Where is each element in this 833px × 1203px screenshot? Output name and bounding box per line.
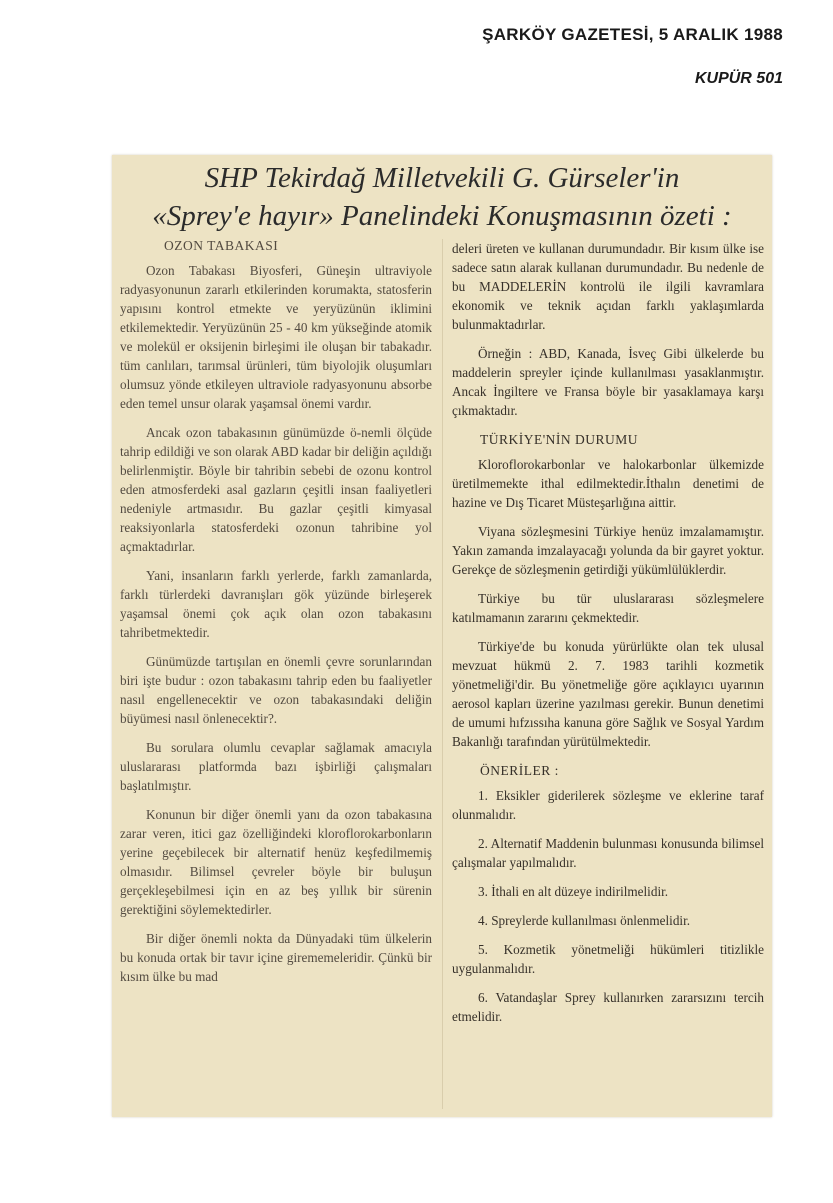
paragraph: Konunun bir diğer önemli yanı da ozon tabakasına zarar veren, itici gaz özelliğindeki kloroflorokarbonların yerine geçebilecek bir alternatif henüz keşfedilmemiş olmasıdır. Bilimsel çevreler böyle bir buluşun gerçekleşebilmesi için en az beş yıllık bir sürenin gerektiğini söylemektedirler. (120, 807, 432, 917)
list-item: 3. İthali en alt düzeye indirilmelidir. (478, 884, 669, 899)
paragraph: Yani, insanların farklı yerlerde, farklı zamanlarda, farklı türlerdeki davranışları gök yüzünde birleşerek yaşamsal önemi çok açık olan ozon tabakasını tahribetmektedir. (120, 568, 432, 640)
column-fold-line (442, 239, 443, 1109)
paragraph: Bir diğer önemli nokta da Dünyadaki tüm ülkelerin bu konuda ortak bir tavır içine girememeleridir. Çünkü bir kısım ülke bu mad (120, 931, 432, 984)
paragraph: Türkiye'de bu konuda yürürlükte olan tek ulusal mevzuat hükmü 2. 7. 1983 tarihli kozmetik yönetmeliği'dir. Bu yönetmeliğe göre açıklayıcı uyarının aerosol kapları üzerine yazılması gerekir. Bunun denetimi de umumi hıfzıssıha kanuna göre Sağlık ve Sosyal Yardım Bakanlığı tarafından yürütülmektedir. (452, 639, 764, 749)
section-heading-recommendations: ÖNERİLER : (480, 763, 559, 778)
recommendations-list (452, 786, 764, 1026)
article-column-left (120, 239, 432, 996)
section-heading-turkey: TÜRKİYE'NİN DURUMU (480, 432, 639, 447)
list-item: 5. Kozmetik yönetmeliği hükümleri titizlikle uygulanmalıdır. (452, 942, 764, 976)
paragraph: Türkiye bu tür uluslararası sözleşmelere katılmamanın zararını çekmektedir. (452, 591, 764, 625)
paragraph: Viyana sözleşmesini Türkiye henüz imzalamamıştır. Yakın zamanda imzalayacağı yolunda da bir gayret yoktur. Gerekçe de sözleşmenin getirdiği yükümlülüklerdir. (452, 524, 764, 577)
list-item: 1. Eksikler giderilerek sözleşme ve eklerine taraf olunmalıdır. (452, 788, 764, 822)
paragraph: Bu sorulara olumlu cevaplar sağlamak amacıyla uluslararası platformda bazı işbirliği çalışmaları başlatılmıştır. (120, 740, 432, 793)
paragraph-continued: deleri üreten ve kullanan durumundadır. Bir kısım ülke ise sadece satın alarak kullanan durumundadır. Bu nedenle de bu MADDELERİN kontrolü ile ilgili kavramlara ekonomik ve teknik açıdan farklı yaklaşımlarda bulunmaktadırlar. (452, 241, 764, 332)
paragraph: Günümüzde tartışılan en önemli çevre sorunlarından biri işte budur : ozon tabakasını tahrip eden bu faaliyetler nasıl engellenecektir ve ozon tabakasındaki deliğin büyümesi nasıl önlenecektir?. (120, 654, 432, 726)
newspaper-source: ŞARKÖY GAZETESİ, 5 ARALIK 1988 (482, 25, 783, 44)
paragraph: Kloroflorokarbonlar ve halokarbonlar ülkemizde üretilmemekte ithal edilmektedir.İthalın denetimi de hazine ve Dış Ticaret Müsteşarlığına aittir. (452, 457, 764, 510)
paragraph: Ancak ozon tabakasının günümüzde ö-nemli ölçüde tahrip edildiği ve son olarak ABD kadar bir deliğin açıldığı belirlenmiştir. Böyle bir tahribin sebebi de ozonu kontrol eden atmosferdeki asal gazların çeşitli insan faaliyetleri nedeniyle artmasıdır. Bu gazlar çeşitli kimyasal reaksiyonlarla statosferdeki ozonun tahribine yol açmaktadırlar. (120, 425, 432, 554)
section-heading-ozone: OZON TABAKASI (164, 238, 279, 253)
list-item: 4. Spreylerde kullanılması önlenmelidir. (478, 913, 691, 928)
paragraph: Ozon Tabakası Biyosferi, Güneşin ultraviyole radyasyonunun zararlı etkilerinden korumakta, statosferin yapısını kontrol etmekte ve yeryüzünün iklimini etkilemektedir. Yeryüzünün 25 - 40 km yükseğinde atomik ve molekül er oksijenin birleşimi ile oluşan bir tabakadır. tüm canlıları, tarımsal ürünleri, tüm biyolojik oluşumları olumsuz yönde etkileyen ultraviole radyasyonunu absorbe eden temel unsur olarak yaşamsal önemi vardır. (120, 263, 432, 411)
article-title-line-1: SHP Tekirdağ Milletvekili G. Gürseler'in (204, 162, 680, 194)
list-item: 2. Alternatif Maddenin bulunması konusunda bilimsel çalışmalar yapılmalıdır. (452, 836, 764, 870)
newspaper-clipping (112, 155, 772, 1117)
paragraph: Örneğin : ABD, Kanada, İsveç Gibi ülkelerde bu maddelerin spreyler içinde kullanılması yasaklanmıştır. Ancak İngiltere ve Fransa böyle bir yasaklamaya karşı çıkmaktadır. (452, 346, 764, 418)
list-item: 6. Vatandaşlar Sprey kullanırken zararsızını tercih etmelidir. (452, 990, 764, 1024)
article-title-line-2: «Sprey'e hayır» Panelindeki Konuşmasının özeti : (152, 200, 732, 232)
article-column-right (452, 239, 764, 1036)
clipping-number: KUPÜR 501 (694, 70, 783, 87)
article-title (112, 159, 772, 235)
